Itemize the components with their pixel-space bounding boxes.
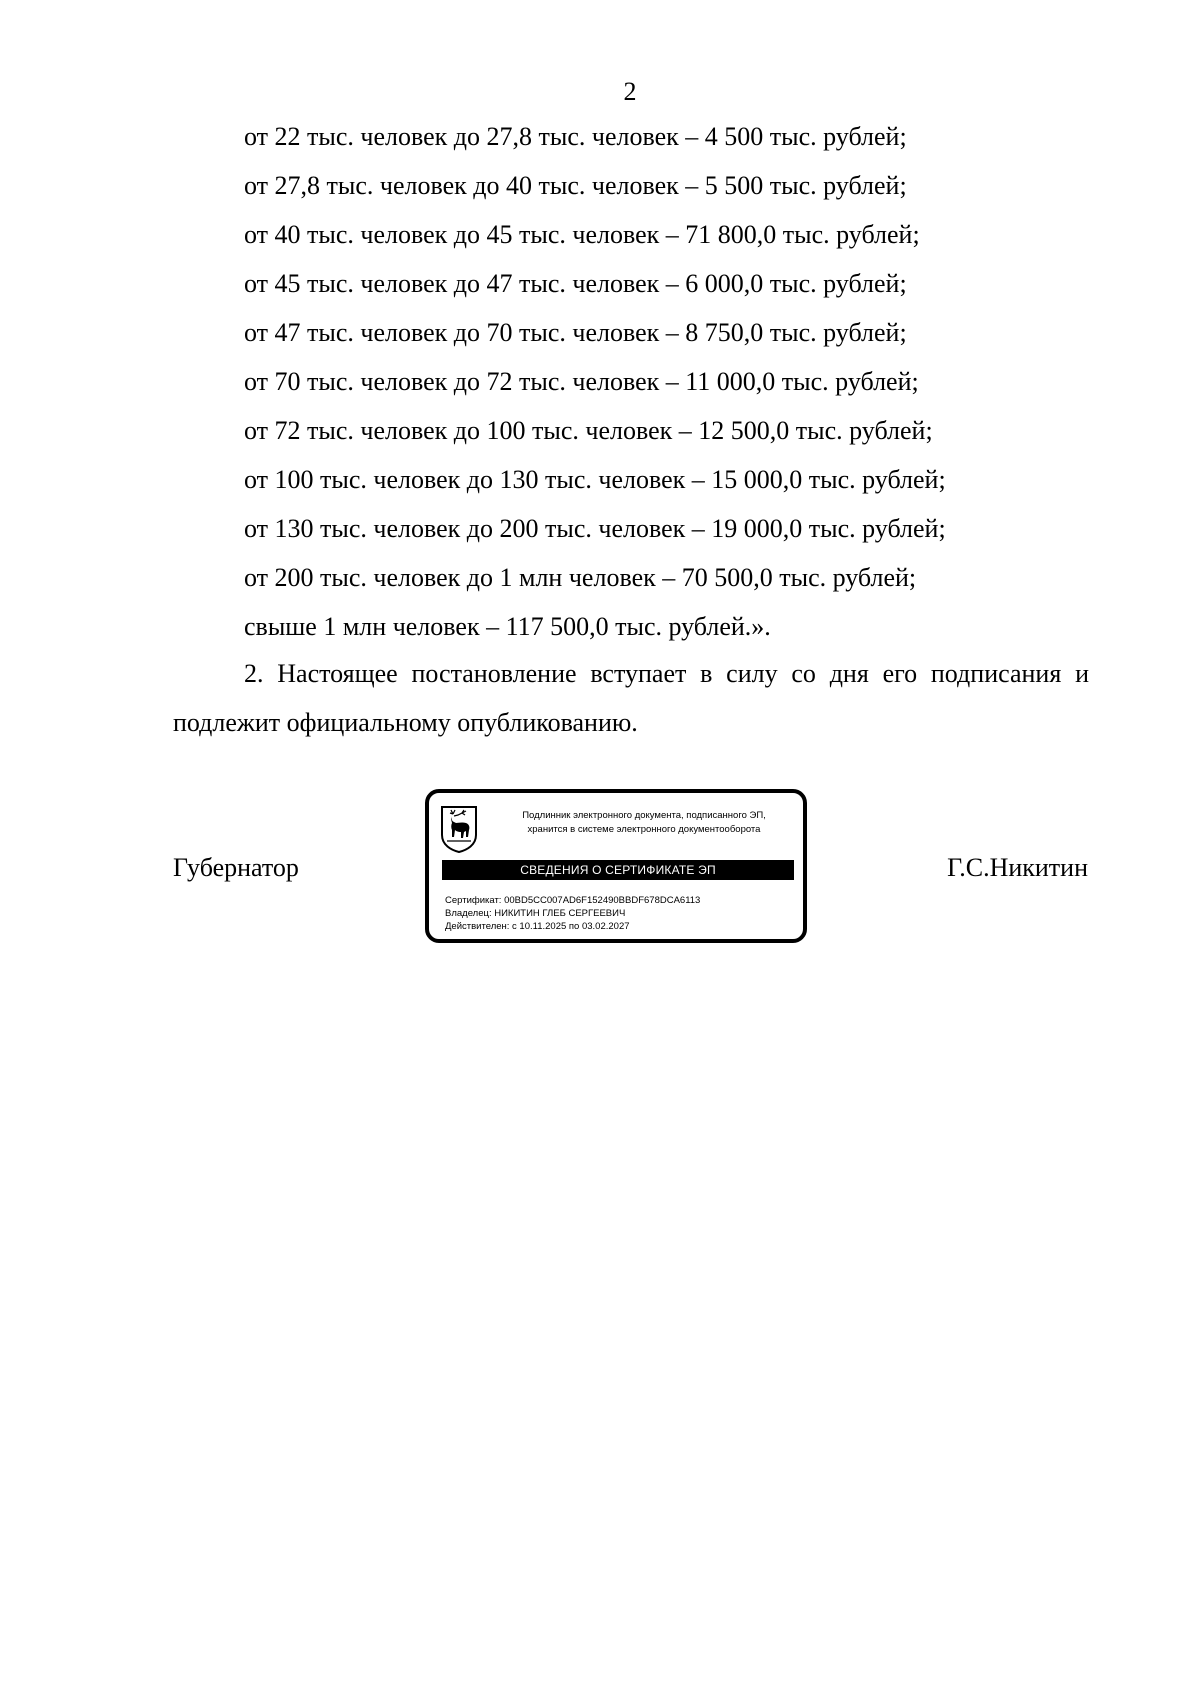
- rate-line: от 22 тыс. человек до 27,8 тыс. человек – 4 500 тыс. рублей;: [244, 122, 907, 151]
- signer-name: Г.С.Никитин: [947, 853, 1088, 882]
- rate-line: от 200 тыс. человек до 1 млн человек – 70 500,0 тыс. рублей;: [244, 563, 917, 592]
- signer-title: Губернатор: [173, 853, 299, 882]
- electronic-signature-stamp: [425, 789, 807, 943]
- effective-date-clause: 2. Настоящее постановление вступает в силу со дня его подписания и подлежит официальному опубликованию.: [173, 659, 1089, 737]
- certificate-owner: Владелец: НИКИТИН ГЛЕБ СЕРГЕЕВИЧ: [445, 908, 626, 919]
- certificate-validity: Действителен: с 10.11.2025 по 03.02.2027: [445, 921, 630, 932]
- stamp-heading: [489, 809, 799, 837]
- rate-line: от 40 тыс. человек до 45 тыс. человек – 71 800,0 тыс. рублей;: [244, 220, 920, 249]
- rate-line: от 100 тыс. человек до 130 тыс. человек – 15 000,0 тыс. рублей;: [244, 465, 946, 494]
- page-number: 2: [623, 77, 637, 106]
- stamp-heading-line: хранится в системе электронного документооборота: [527, 824, 761, 835]
- certificate-details: [445, 894, 795, 933]
- rate-line: от 70 тыс. человек до 72 тыс. человек – 11 000,0 тыс. рублей;: [244, 367, 919, 396]
- rate-line: от 72 тыс. человек до 100 тыс. человек – 12 500,0 тыс. рублей;: [244, 416, 933, 445]
- rate-line: от 27,8 тыс. человек до 40 тыс. человек – 5 500 тыс. рублей;: [244, 171, 907, 200]
- rate-line: от 47 тыс. человек до 70 тыс. человек – 8 750,0 тыс. рублей;: [244, 318, 907, 347]
- certificate-number: Сертификат: 00BD5CC007AD6F152490BBDF678DCA6113: [445, 895, 701, 906]
- rate-list: [244, 112, 1124, 651]
- deer-coat-of-arms-icon: [440, 805, 478, 853]
- certificate-banner: СВЕДЕНИЯ О СЕРТИФИКАТЕ ЭП: [442, 860, 794, 880]
- rate-line-final: свыше 1 млн человек – 117 500,0 тыс. рублей.».: [244, 612, 771, 641]
- rate-line: от 45 тыс. человек до 47 тыс. человек – 6 000,0 тыс. рублей;: [244, 269, 907, 298]
- stamp-heading-line: Подлинник электронного документа, подписанного ЭП,: [522, 810, 766, 821]
- rate-line: от 130 тыс. человек до 200 тыс. человек – 19 000,0 тыс. рублей;: [244, 514, 946, 543]
